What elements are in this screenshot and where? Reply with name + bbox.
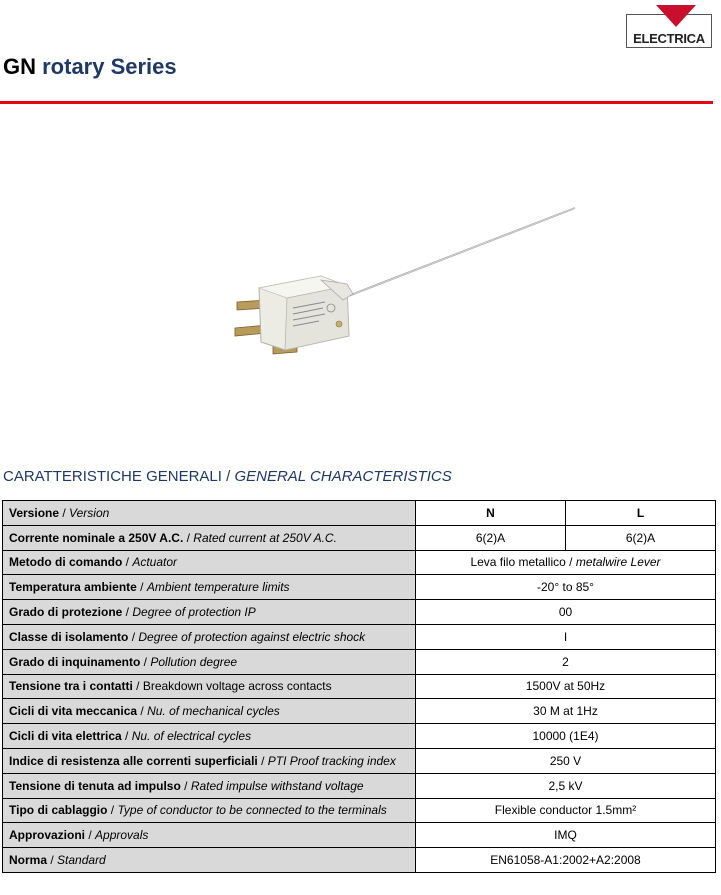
version-n: N xyxy=(416,501,566,526)
label-en: Version xyxy=(69,505,110,520)
label-it: Tensione di tenuta ad impulso xyxy=(9,778,181,793)
label-en: Nu. of electrical cycles xyxy=(131,729,252,744)
label-en: Pollution degree xyxy=(150,654,238,669)
label-en: Ambient temperature limits xyxy=(146,580,290,595)
row-label: Grado di inquinamento / Pollution degree xyxy=(3,649,416,674)
section-title-en: GENERAL CHARACTERISTICS xyxy=(234,468,452,485)
table-row xyxy=(3,575,716,600)
row-label: Metodo di comando / Actuator xyxy=(3,550,416,575)
table-row xyxy=(3,823,716,848)
table-row xyxy=(3,501,716,526)
label-en: PTI Proof tracking index xyxy=(267,753,396,768)
table-row xyxy=(3,624,716,649)
label-it: Versione xyxy=(9,505,60,520)
label-it: Temperatura ambiente xyxy=(9,580,137,595)
section-title: CARATTERISTICHE GENERALI / GENERAL CHARACTERISTICS xyxy=(3,468,452,485)
row-label: Versione / Version xyxy=(3,501,416,526)
label-en: Degree of protection IP xyxy=(132,605,256,620)
label-en: Breakdown voltage across contacts xyxy=(142,679,332,694)
table-row xyxy=(3,724,716,749)
row-value: 2 xyxy=(416,649,716,674)
version-l: L xyxy=(566,501,716,526)
label-it: Norma xyxy=(9,853,48,868)
label-it: Indice di resistenza alle correnti superficiali xyxy=(9,753,258,768)
row-label: Tipo di cablaggio / Type of conductor to be connected to the terminals xyxy=(3,798,416,823)
row-value: 10000 (1E4) xyxy=(416,724,716,749)
row-label: Norma / Standard xyxy=(3,848,416,873)
label-en: Degree of protection against electric shock xyxy=(138,629,366,644)
row-value: 00 xyxy=(416,600,716,625)
row-label: Cicli di vita elettrica / Nu. of electrical cycles xyxy=(3,724,416,749)
row-label: Grado di protezione / Degree of protection IP xyxy=(3,600,416,625)
label-en: Approvals xyxy=(95,828,149,843)
label-en: Rated impulse withstand voltage xyxy=(190,778,364,793)
label-it: Metodo di comando xyxy=(9,555,123,570)
label-en: Standard xyxy=(57,853,106,868)
current-n: 6(2)A xyxy=(416,525,566,550)
row-label: Temperatura ambiente / Ambient temperature limits xyxy=(3,575,416,600)
value-it: Leva filo metallico xyxy=(470,555,566,570)
table-row xyxy=(3,773,716,798)
row-label: Tensione tra i contatti / Breakdown voltage across contacts xyxy=(3,674,416,699)
row-value: Flexible conductor 1.5mm² xyxy=(416,798,716,823)
row-value: 1500V at 50Hz xyxy=(416,674,716,699)
table-row xyxy=(3,550,716,575)
product-photo-microswitch xyxy=(225,200,585,360)
label-it: Grado di protezione xyxy=(9,605,123,620)
characteristics-table xyxy=(2,500,716,873)
label-it: Grado di inquinamento xyxy=(9,654,141,669)
electrica-logo xyxy=(626,5,714,49)
table-row xyxy=(3,525,716,550)
label-en: Nu. of mechanical cycles xyxy=(147,704,280,719)
logo-text: ELECTRICA xyxy=(633,31,705,46)
current-l: 6(2)A xyxy=(566,525,716,550)
row-label: Approvazioni / Approvals xyxy=(3,823,416,848)
row-value: 250 V xyxy=(416,748,716,773)
table-row xyxy=(3,674,716,699)
row-value: Leva filo metallico / metalwire Lever xyxy=(416,550,716,575)
page-title xyxy=(3,54,177,80)
row-value: 2,5 kV xyxy=(416,773,716,798)
table-row xyxy=(3,649,716,674)
row-value: I xyxy=(416,624,716,649)
row-label: Corrente nominale a 250V A.C. / Rated current at 250V A.C. xyxy=(3,525,416,550)
table-row xyxy=(3,600,716,625)
row-value: EN61058-A1:2002+A2:2008 xyxy=(416,848,716,873)
label-it: Tensione tra i contatti xyxy=(9,679,133,694)
row-value: 30 M at 1Hz xyxy=(416,699,716,724)
label-it: Tipo di cablaggio xyxy=(9,803,108,818)
table-row xyxy=(3,699,716,724)
label-it: Approvazioni xyxy=(9,828,86,843)
value-en: metalwire Lever xyxy=(575,555,661,570)
title-series-name: rotary Series xyxy=(36,54,177,79)
row-value: IMQ xyxy=(416,823,716,848)
table-row xyxy=(3,748,716,773)
table-row xyxy=(3,848,716,873)
row-label: Tensione di tenuta ad impulso / Rated impulse withstand voltage xyxy=(3,773,416,798)
row-value: -20° to 85° xyxy=(416,575,716,600)
label-it: Classe di isolamento xyxy=(9,629,129,644)
logo-triangle xyxy=(656,5,696,27)
title-series-code: GN xyxy=(3,54,36,79)
table-row xyxy=(3,798,716,823)
row-label: Cicli di vita meccanica / Nu. of mechanical cycles xyxy=(3,699,416,724)
label-en: Type of conductor to be connected to the terminals xyxy=(117,803,387,818)
label-en: Actuator xyxy=(132,555,178,570)
header-divider xyxy=(0,101,713,104)
section-title-it: CARATTERISTICHE GENERALI xyxy=(3,468,222,485)
label-it: Cicli di vita elettrica xyxy=(9,729,122,744)
label-en: Rated current at 250V A.C. xyxy=(193,530,337,545)
label-it: Cicli di vita meccanica xyxy=(9,704,138,719)
label-it: Corrente nominale a 250V A.C. xyxy=(9,530,184,545)
row-label: Classe di isolamento / Degree of protection against electric shock xyxy=(3,624,416,649)
row-label: Indice di resistenza alle correnti superficiali / PTI Proof tracking index xyxy=(3,748,416,773)
